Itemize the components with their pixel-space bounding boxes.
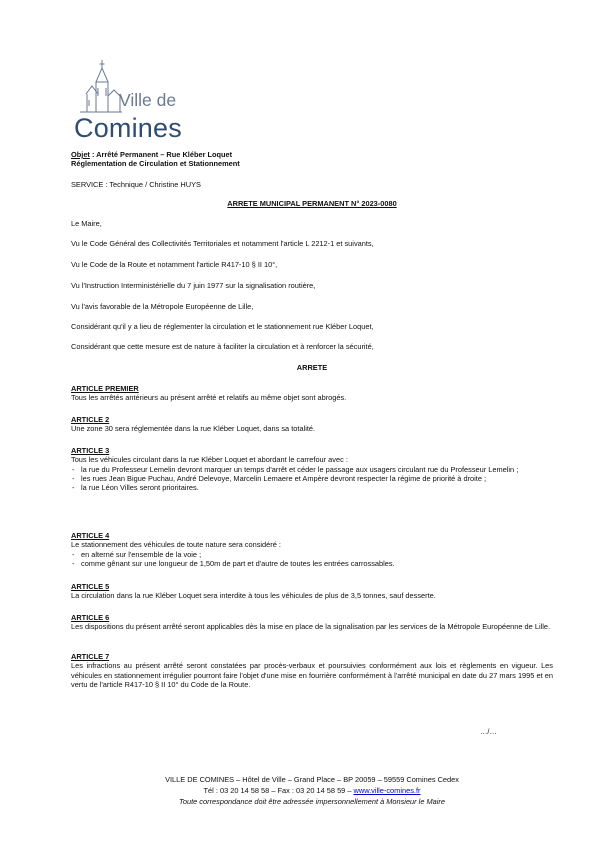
objet-line1: : Arrêté Permanent – Rue Kléber Loquet: [89, 150, 233, 159]
service-line: SERVICE : Technique / Christine HUYS: [71, 180, 201, 189]
objet-line2: Réglementation de Circulation et Stationnement: [71, 159, 240, 169]
footer-phone-fax: Tél : 03 20 14 58 58 – Fax : 03 20 14 58 59 –: [203, 786, 354, 795]
article-text: Une zone 30 sera réglementée dans la rue Kléber Loquet, dans sa totalité.: [71, 424, 316, 434]
objet-block: [71, 150, 553, 169]
article-4: [71, 531, 553, 568]
article-title: ARTICLE 4: [71, 531, 110, 540]
website-link[interactable]: www.ville-comines.fr: [353, 786, 421, 795]
preamble-3: Vu l'Instruction Interministérielle du 7 juin 1977 sur la signalisation routière,: [71, 281, 316, 290]
article-3: [71, 446, 553, 492]
list-item: - comme gênant sur une longueur de 1,50m de part et d'autre de toutes les entrées carrossables.: [71, 559, 553, 568]
list-item: - la rue Léon Villes seront prioritaires.: [71, 483, 553, 492]
article-text: Tous les véhicules circulant dans la rue Kléber Loquet et abordant le carrefour avec :: [71, 455, 348, 465]
footer-contact: [71, 786, 553, 795]
list-item: - les rues Jean Bigue Puchau, André Delevoye, Marcelin Lemaere et Ampère devront respecter la régime de priorité à droite ;: [71, 474, 553, 483]
arrete-heading: ARRETE: [296, 363, 328, 372]
footer-note: Toute correspondance doit être adressée impersonnellement à Monsieur le Maire: [179, 797, 445, 806]
article-text: Les infractions au présent arrêté seront constatées par procès-verbaux et poursuivies conformément aux lois et règlements en vigueur. Les véhicules en stationnement irrégulier pourront faire l'objet d'une mise en fourrière conformément à l'arrêté municipal en date du 27 mars 1995 et en vertu de l'article R417-10 § II 10° du Code de la Route.: [71, 661, 553, 689]
article-title: ARTICLE 2: [71, 415, 110, 424]
article-title: ARTICLE 5: [71, 582, 110, 591]
article-6: [71, 613, 553, 632]
article-7: [71, 652, 553, 689]
article-text: Le stationnement des véhicules de toute nature sera considéré :: [71, 540, 281, 550]
logo-comines-text: Comines: [74, 113, 182, 143]
preamble-5: Considérant qu'il y a lieu de réglementer la circulation et le stationnement rue Kléber Loquet,: [71, 322, 374, 331]
continued-marker: …/…: [480, 727, 497, 736]
article-4-list: [71, 550, 553, 569]
article-3-list: [71, 465, 553, 493]
article-1: [71, 384, 553, 403]
article-title: ARTICLE 6: [71, 613, 110, 622]
article-title: ARTICLE 7: [71, 652, 110, 661]
preamble-4: Vu l'avis favorable de la Métropole Européenne de Lille,: [71, 302, 254, 311]
objet-label: Objet: [71, 150, 90, 159]
article-5: [71, 582, 553, 601]
church-tower-icon: [74, 60, 124, 120]
list-item: - la rue du Professeur Lemelin devront marquer un temps d'arrêt et céder le passage aux usagers circulant rue du Professeur Lemelin ;: [71, 465, 553, 474]
preamble-6: Considérant que cette mesure est de nature à faciliter la circulation et à renforcer la sécurité,: [71, 342, 374, 351]
list-item: - en alterné sur l'ensemble de la voie ;: [71, 550, 553, 559]
article-title: ARTICLE 3: [71, 446, 110, 455]
article-2: [71, 415, 553, 434]
document-title: ARRETE MUNICIPAL PERMANENT N° 2023-0080: [227, 199, 397, 208]
ville-de-comines-logo: [74, 60, 194, 143]
logo-ville-text: Ville de: [119, 90, 177, 110]
article-text: Les dispositions du présent arrêté seront applicables dès la mise en place de la signalisation par les services de la Métropole Européenne de Lille.: [71, 622, 551, 632]
article-text: Tous les arrêtés antérieurs au présent arrêté et relatifs au même objet sont abrogés.: [71, 393, 347, 403]
article-title: ARTICLE PREMIER: [71, 384, 139, 393]
preamble-1: Vu le Code Général des Collectivités Territoriales et notamment l'article L 2212-1 et suivants,: [71, 239, 374, 248]
article-text: La circulation dans la rue Kléber Loquet sera interdite à tous les véhicules de plus de 3,5 tonnes, sauf desserte.: [71, 591, 436, 601]
footer-address: VILLE DE COMINES – Hôtel de Ville – Grand Place – BP 20059 – 59559 Comines Cedex: [165, 775, 459, 784]
preamble-0: Le Maire,: [71, 219, 102, 228]
preamble-2: Vu le Code de la Route et notamment l'article R417-10 § II 10°,: [71, 260, 278, 269]
